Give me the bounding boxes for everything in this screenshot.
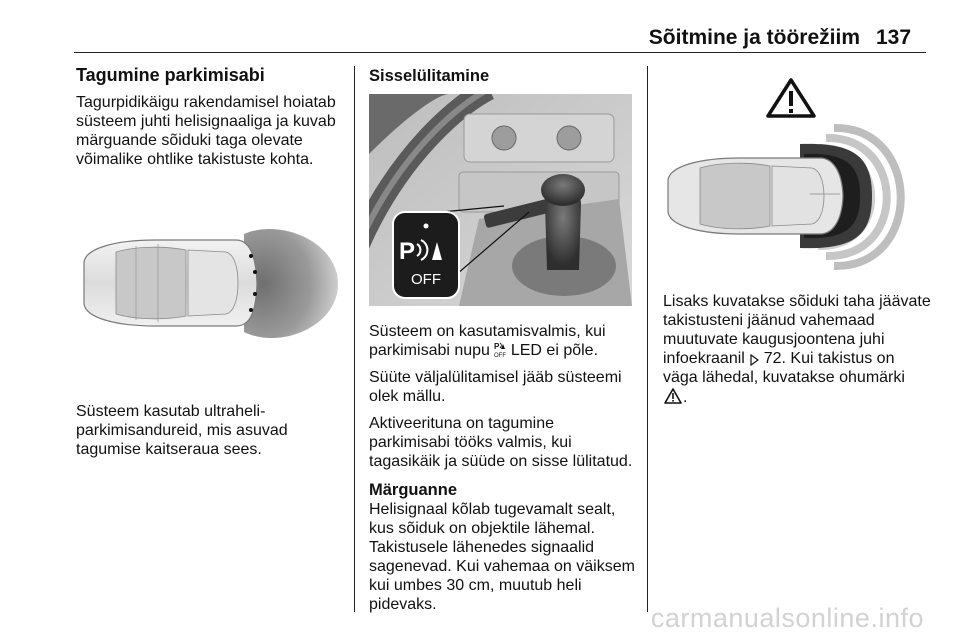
column-2-body: [369, 322, 635, 622]
memory-paragraph: Süüte väljalülitamisel jääb süsteemi olek mällu.: [369, 369, 622, 405]
display-paragraph: Lisaks kuvatakse sõiduki taha jäävate takistusteni jäänud vahemaad muutuvate kaugusjoontena juhi infoekraanil 72. Kui takistus on väga lähedal, kuvatakse ohumärki .: [663, 293, 931, 406]
header-divider: [74, 52, 926, 53]
section-title: Sõitmine ja töörežiim: [648, 26, 860, 49]
svg-text:OFF: OFF: [494, 353, 507, 358]
rear-sensor-zone-illustration: [76, 222, 338, 344]
warning-triangle-icon: [663, 387, 683, 405]
activation-heading: Sisselülitamine: [369, 67, 490, 85]
intro-paragraph: Tagurpidikäigu rakendamisel hoiatab süsteem juhti helisignaaliga ja kuvab märguande sõiduki taga olevate võimalike ohtlike takistuste kohta.: [76, 94, 336, 168]
sensor-paragraph: Süsteem kasutab ultraheli- parkimisandureid, mis asuvad tagumise kaitseraua sees.: [76, 403, 288, 458]
warning-triangle-icon: [768, 80, 814, 116]
note-paragraph: Helisignaal kõlab tugevamalt sealt, kus sõiduk on objektile lähemal. Takistusele lähenedes signaalid sagenevad. Kui vahemaa on väiksem kui umbes 30 cm, muutub heli pidevaks.: [369, 501, 635, 613]
page-number: 137: [876, 26, 912, 49]
column-3-body: [663, 292, 931, 415]
triangle-right-icon: [749, 354, 759, 366]
parking-sensor-off-icon: [494, 342, 506, 358]
ready-paragraph: Süsteem on kasutamisvalmis, kui parkimisabi nupu P OFF LED ei põle.: [369, 323, 606, 359]
column-1: [76, 66, 336, 177]
section-heading: Tagumine parkimisabi: [76, 65, 265, 85]
svg-text:P: P: [399, 238, 416, 265]
button-off-label: OFF: [411, 271, 441, 288]
column-divider: [354, 66, 355, 612]
column-divider: [647, 66, 648, 612]
note-heading: Märguanne: [369, 481, 458, 499]
activation-paragraph: Aktiveerituna on tagumine parkimisabi tööks valmis, kui tagasikäik ja süüde on sisse lülitatud.: [369, 415, 633, 470]
sensor-zone: [244, 229, 338, 338]
svg-text:P: P: [494, 342, 500, 351]
distance-lines-illustration: [660, 76, 924, 276]
column-1-body: [76, 402, 288, 467]
interior-parking-button-photo: [369, 94, 632, 306]
watermark: carmanualsonline.info: [650, 603, 924, 633]
